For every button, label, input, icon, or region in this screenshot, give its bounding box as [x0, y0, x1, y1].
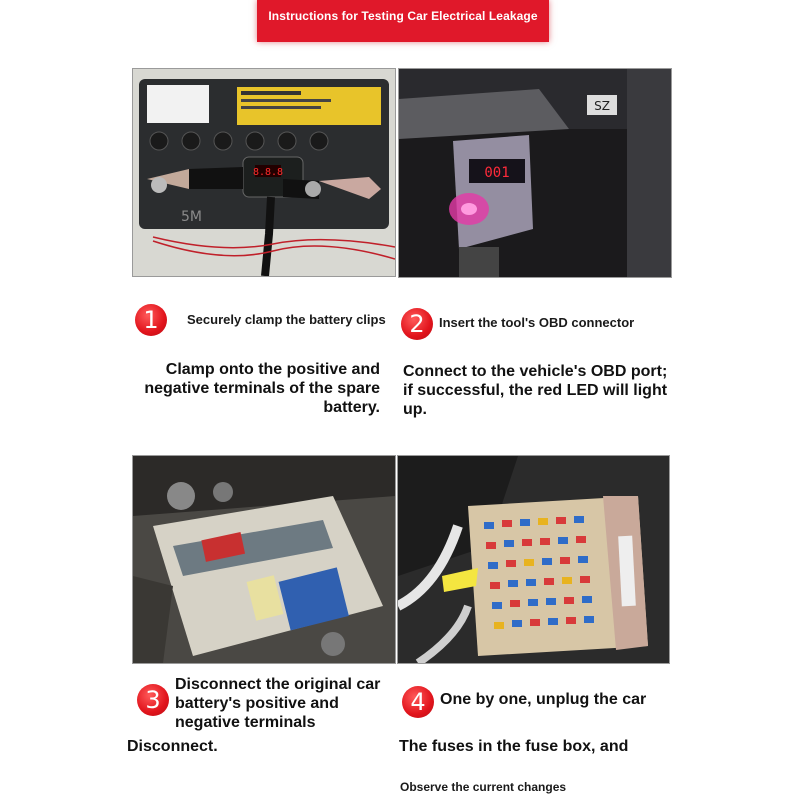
title-banner [257, 0, 549, 42]
obd-connector-illustration [399, 69, 671, 277]
fuse-box-illustration [398, 456, 669, 663]
step-4-number: 4 [410, 688, 426, 716]
step-1-title: Securely clamp the battery clips [187, 312, 386, 327]
step-2-title: Insert the tool's OBD connector [439, 315, 635, 330]
photo2-led-text: 001 [484, 165, 510, 181]
step-4-description: The fuses in the fuse box, and [399, 738, 629, 755]
photo-fuse-box [397, 455, 670, 664]
photo-obd-connector [398, 68, 672, 278]
step-3-description: Disconnect. [127, 738, 218, 755]
step-4-extra-note: Observe the current changes [400, 780, 567, 794]
photo-engine-battery [132, 455, 396, 664]
step-1-number: 1 [143, 306, 159, 334]
engine-battery-illustration [133, 456, 395, 663]
photo1-led-text: 8.8.8 [252, 167, 284, 178]
step-2-description: Connect to the vehicle's OBD port; if successful, the red LED will light up. [403, 363, 668, 418]
step-1-badge [135, 304, 167, 336]
battery-clamp-illustration [133, 69, 395, 276]
step-2-badge [401, 308, 433, 340]
step-4-badge [402, 686, 434, 718]
step-3-badge [137, 684, 169, 716]
battery-mark-text: 5M [181, 209, 202, 225]
step-2-number: 2 [409, 310, 425, 338]
photo2-tag-text: SZ [594, 99, 610, 113]
photo-battery-clamps [132, 68, 396, 277]
step-4-title: One by one, unplug the car [440, 691, 647, 708]
step-3-title: Disconnect the original car battery's positive and negative terminals [175, 676, 381, 731]
step-1-description: Clamp onto the positive and negative terminals of the spare battery. [144, 361, 380, 416]
step-3-number: 3 [145, 686, 161, 714]
banner-title: Instructions for Testing Car Electrical Leakage [268, 9, 538, 23]
